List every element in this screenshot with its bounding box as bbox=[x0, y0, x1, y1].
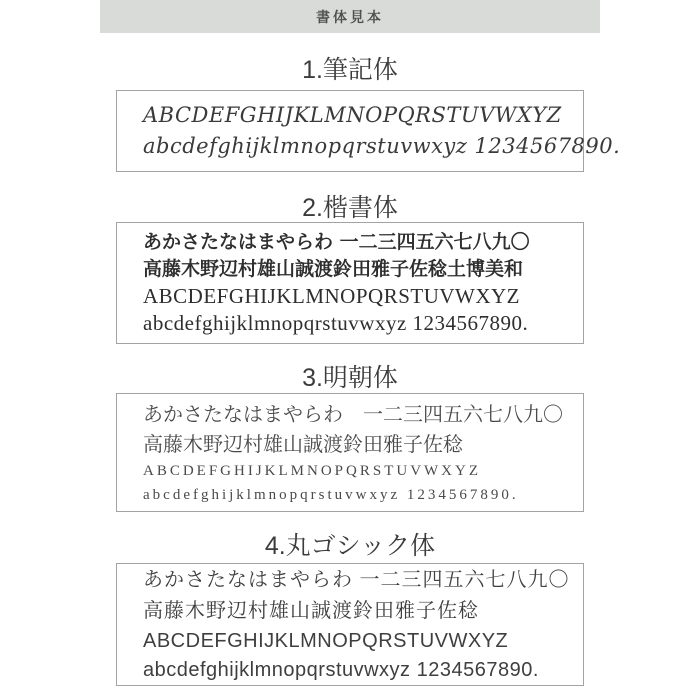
sample-line-uppercase: ABCDEFGHIJKLMNOPQRSTUVWXYZ bbox=[143, 629, 509, 652]
page-title: 書体見本 bbox=[316, 8, 384, 25]
sample-line-lowercase-digits: abcdefghijklmnopqrstuvwxyz 1234567890. bbox=[143, 486, 519, 503]
sample-line-uppercase: ABCDEFGHIJKLMNOPQRSTUVWXYZ bbox=[143, 284, 521, 308]
sample-line-kanji: 高藤木野辺村雄山誠渡鈴田雅子佐稔 bbox=[143, 599, 479, 622]
sample-line-kanji: 高藤木野辺村雄山誠渡鈴田雅子佐稔 bbox=[143, 431, 463, 456]
sample-line-kana-numerals: あかさたなはまやらわ 一二三四五六七八九〇 bbox=[143, 401, 563, 426]
page-header bbox=[100, 0, 600, 33]
sample-line-kana-numerals: あかさたなはまやらわ 一二三四五六七八九〇 bbox=[143, 231, 530, 253]
sample-box-kaisho bbox=[116, 222, 584, 344]
sample-line-uppercase: ABCDEFGHIJKLMNOPQRSTUVWXYZ bbox=[143, 462, 482, 479]
sample-box-maru-gothic bbox=[116, 563, 584, 686]
sample-line-kana-numerals: あかさたなはまやらわ 一二三四五六七八九〇 bbox=[143, 568, 570, 591]
sample-line-kanji: 高藤木野辺村雄山誠渡鈴田雅子佐稔土博美和 bbox=[143, 258, 524, 280]
sample-line-uppercase: ABCDEFGHIJKLMNOPQRSTUVWXYZ bbox=[143, 103, 562, 127]
section-title-maru-gothic: 4.丸ゴシック体 bbox=[264, 532, 436, 560]
section-title-kaisho: 2.楷書体 bbox=[302, 194, 398, 222]
sample-line-lowercase-digits: abcdefghijklmnopqrstuvwxyz 1234567890. bbox=[143, 311, 529, 335]
sample-box-mincho bbox=[116, 393, 584, 512]
section-title-mincho: 3.明朝体 bbox=[302, 364, 398, 392]
section-title-script: 1.筆記体 bbox=[302, 56, 398, 84]
sample-line-lowercase-digits: abcdefghijklmnopqrstuvwxyz 1234567890. bbox=[143, 134, 621, 158]
sample-line-lowercase-digits: abcdefghijklmnopqrstuvwxyz 1234567890. bbox=[143, 658, 539, 681]
sample-box-script bbox=[116, 90, 621, 172]
